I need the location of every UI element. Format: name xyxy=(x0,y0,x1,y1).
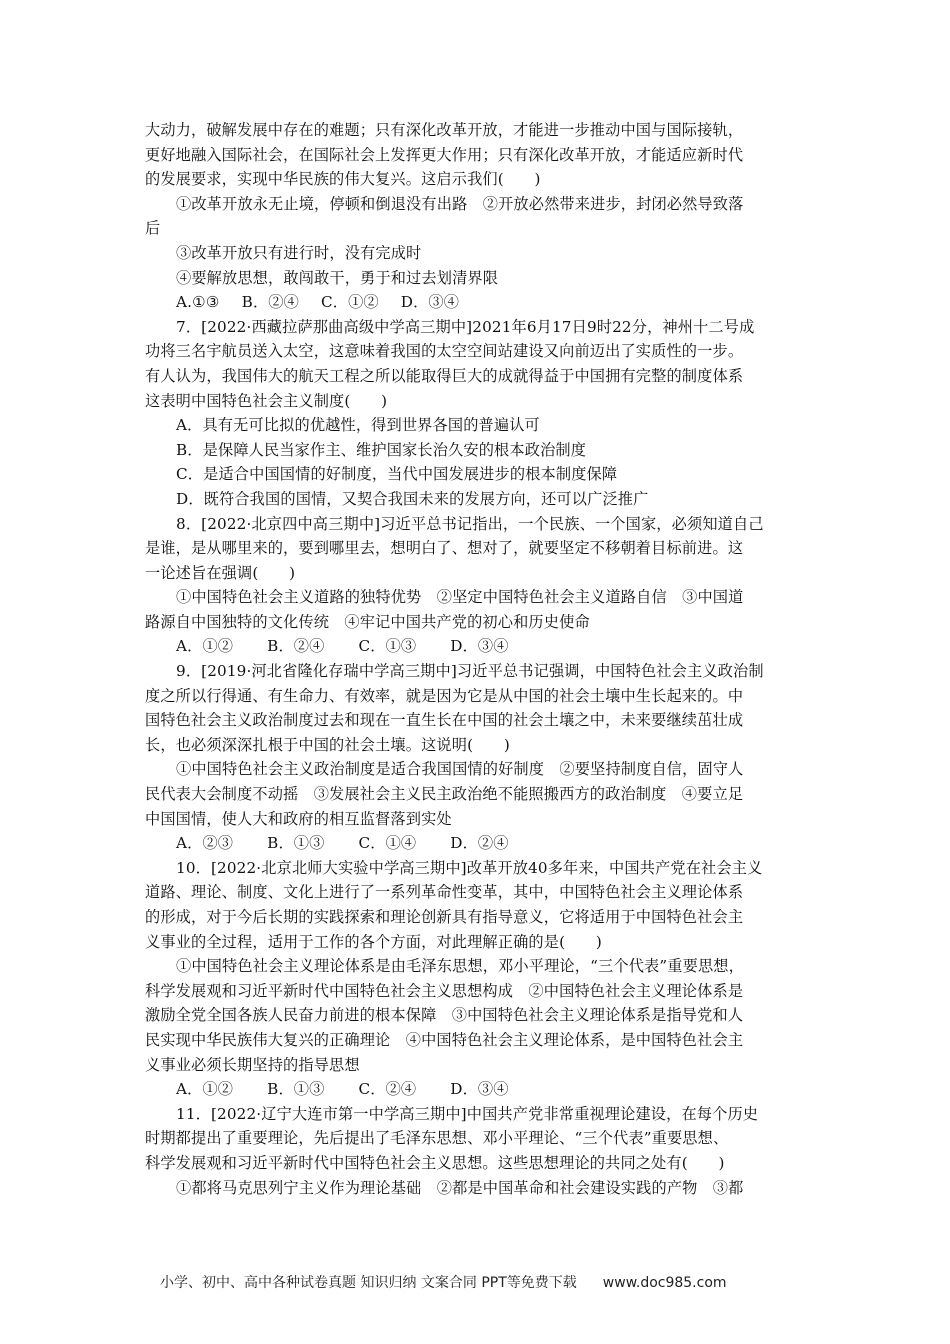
q9-statement-line-1: ①中国特色社会主义政治制度是适合我国国情的好制度 ②要坚持制度自信，固守人 xyxy=(176,760,744,779)
q9-stem-line-3: 国特色社会主义政治制度过去和现在一直生长在中国的社会土壤之中，未来要继续茁壮成 xyxy=(145,711,744,730)
q6-option-c: C．①② xyxy=(320,293,379,312)
q11-stem-line-2: 时期都提出了重要理论，先后提出了毛泽东思想、邓小平理论、“三个代表”重要思想、 xyxy=(145,1129,729,1148)
q8-options xyxy=(145,634,813,659)
q9-statement-line-3: 中国国情，使人大和政府的相互监督落到实处 xyxy=(145,809,452,828)
q10-statement-line-1: ①中国特色社会主义理论体系是由毛泽东思想，邓小平理论，“三个代表”重要思想， xyxy=(176,957,744,976)
q6-stem-line-3: 的发展要求，实现中华民族的伟大复兴。这启示我们( ) xyxy=(145,170,541,189)
q7-stem-line-1: 7．[2022·西藏拉萨那曲高级中学高三期中]2021年6月17日9时22分，神州十二号成 xyxy=(176,317,755,336)
q9-option-b: B．①③ xyxy=(267,834,325,853)
q10-stem-line-3: 的形成，对于今后长期的实践探索和理论创新具有指导意义，它将适用于中国特色社会主 xyxy=(145,908,744,926)
q10-stem-line-2: 道路、理论、制度、文化上进行了一系列革命性变革，其中，中国特色社会主义理论体系 xyxy=(145,883,744,902)
q6-statement-1-wrap: 后 xyxy=(145,219,161,238)
q10-statement-line-4: 民实现中华民族伟大复兴的正确理论 ④中国特色社会主义理论体系，是中国特色社会主 xyxy=(145,1030,744,1049)
q8-option-c: C．①③ xyxy=(358,637,417,656)
q6-stem-line-2: 更好地融入国际社会，在国际社会上发挥更大作用；只有深化改革开放，才能适应新时代 xyxy=(145,145,744,164)
q6-options xyxy=(145,290,813,315)
question-10 xyxy=(145,856,813,1102)
q8-option-d: D．③④ xyxy=(450,637,509,656)
footer-text: 小学、初中、高中各种试卷真题 知识归纳 文案合同 PPT等免费下载 xyxy=(160,1275,577,1291)
page-footer xyxy=(160,1272,820,1292)
q8-stem-line-1: 8．[2022·北京四中高三期中]习近平总书记指出，一个民族、一个国家，必须知道自己 xyxy=(176,514,764,533)
q9-stem-line-2: 度之所以行得通、有生命力、有效率，就是因为它是从中国的社会土壤中生长起来的。中 xyxy=(145,686,744,705)
q10-statement-line-5: 义事业必须长期坚持的指导思想 xyxy=(145,1055,360,1074)
q10-option-b: B．①③ xyxy=(267,1080,325,1099)
q8-statement-line-1: ①中国特色社会主义道路的独特优势 ②坚定中国特色社会主义道路自信 ③中国道 xyxy=(176,588,744,607)
q9-option-d: D．②④ xyxy=(450,834,509,853)
q7-choice-d: D．既符合我国的国情，又契合我国未来的发展方向，还可以广泛推广 xyxy=(176,489,649,508)
q7-stem-line-3: 有人认为，我国伟大的航天工程之所以能取得巨大的成就得益于中国拥有完整的制度体系 xyxy=(145,366,744,385)
q10-stem-line-1: 10．[2022·北京北师大实验中学高三期中]改革开放40多年来，中国共产党在社会主义 xyxy=(176,858,763,877)
q10-statement-line-3: 激励全党全国各族人民奋力前进的根本保障 ③中国特色社会主义理论体系是指导党和人 xyxy=(145,1006,744,1025)
q6-stem-line-1: 大动力，破解发展中存在的难题；只有深化改革开放，才能进一步推动中国与国际接轨， xyxy=(145,121,744,139)
question-6 xyxy=(145,118,813,315)
q8-stem-line-3: 一论述旨在强调( ) xyxy=(145,563,296,582)
q9-statement-line-2: 民代表大会制度不动摇 ③发展社会主义民主政治绝不能照搬西方的政治制度 ④要立足 xyxy=(145,785,744,804)
q6-option-b: B．②④ xyxy=(241,293,299,312)
question-9 xyxy=(145,659,813,856)
q8-statement-line-2: 路源自中国独特的文化传统 ④牢记中国共产党的初心和历史使命 xyxy=(145,612,590,631)
q9-option-c: C．①④ xyxy=(358,834,417,853)
q10-option-a: A．①② xyxy=(176,1080,234,1099)
q10-option-d: D．③④ xyxy=(450,1080,509,1099)
footer-url[interactable]: www.doc985.com xyxy=(602,1275,727,1291)
q6-option-d: D．③④ xyxy=(400,293,460,312)
q6-option-a: A.①③ xyxy=(176,293,220,312)
q11-statement-line-1: ①都将马克思列宁主义作为理论基础 ②都是中国革命和社会建设实践的产物 ③都 xyxy=(176,1178,744,1197)
q7-choice-c: C．是适合中国国情的好制度，当代中国发展进步的根本制度保障 xyxy=(176,465,618,484)
q9-options xyxy=(145,831,813,856)
q8-option-a: A．①② xyxy=(176,637,234,656)
q7-stem-line-4: 这表明中国特色社会主义制度( ) xyxy=(145,391,388,410)
q9-stem-line-4: 长，也必须深深扎根于中国的社会土壤。这说明( ) xyxy=(145,735,510,754)
q6-statement-1: ①改革开放永无止境，停顿和倒退没有出路 ②开放必然带来进步，封闭必然导致落 xyxy=(176,194,744,213)
q11-stem-line-3: 科学发展观和习近平新时代中国特色社会主义思想。这些思想理论的共同之处有( ) xyxy=(145,1153,725,1172)
q7-stem-line-2: 功将三名宇航员送入太空，这意味着我国的太空空间站建设又向前迈出了实质性的一步。 xyxy=(145,342,744,361)
q9-stem-line-1: 9．[2019·河北省隆化存瑞中学高三期中]习近平总书记强调，中国特色社会主义政治制 xyxy=(176,662,764,681)
question-8 xyxy=(145,512,813,660)
q9-option-a: A．②③ xyxy=(176,834,234,853)
q6-statement-3: ③改革开放只有进行时，没有完成时 xyxy=(176,243,422,262)
q10-stem-line-4: 义事业的全过程，适用于工作的各个方面，对此理解正确的是( ) xyxy=(145,932,602,951)
q7-choice-a: A．具有无可比拟的优越性，得到世界各国的普遍认可 xyxy=(176,416,540,435)
question-11 xyxy=(145,1102,813,1200)
q10-option-c: C．②④ xyxy=(358,1080,417,1099)
q8-option-b: B．②④ xyxy=(267,637,325,656)
q7-choice-b: B．是保障人民当家作主、维护国家长治久安的根本政治制度 xyxy=(176,440,587,459)
q10-options xyxy=(145,1077,813,1102)
q8-stem-line-2: 是谁，是从哪里来的，要到哪里去，想明白了、想对了，就要坚定不移朝着目标前进。这 xyxy=(145,539,744,558)
document-page xyxy=(145,118,813,1200)
question-7 xyxy=(145,315,813,512)
q11-stem-line-1: 11．[2022·辽宁大连市第一中学高三期中]中国共产党非常重视理论建设，在每个历史 xyxy=(176,1104,759,1123)
q6-statement-4: ④要解放思想，敢闯敢干，勇于和过去划清界限 xyxy=(176,268,499,287)
q10-statement-line-2: 科学发展观和习近平新时代中国特色社会主义思想构成 ②中国特色社会主义理论体系是 xyxy=(145,981,744,1000)
